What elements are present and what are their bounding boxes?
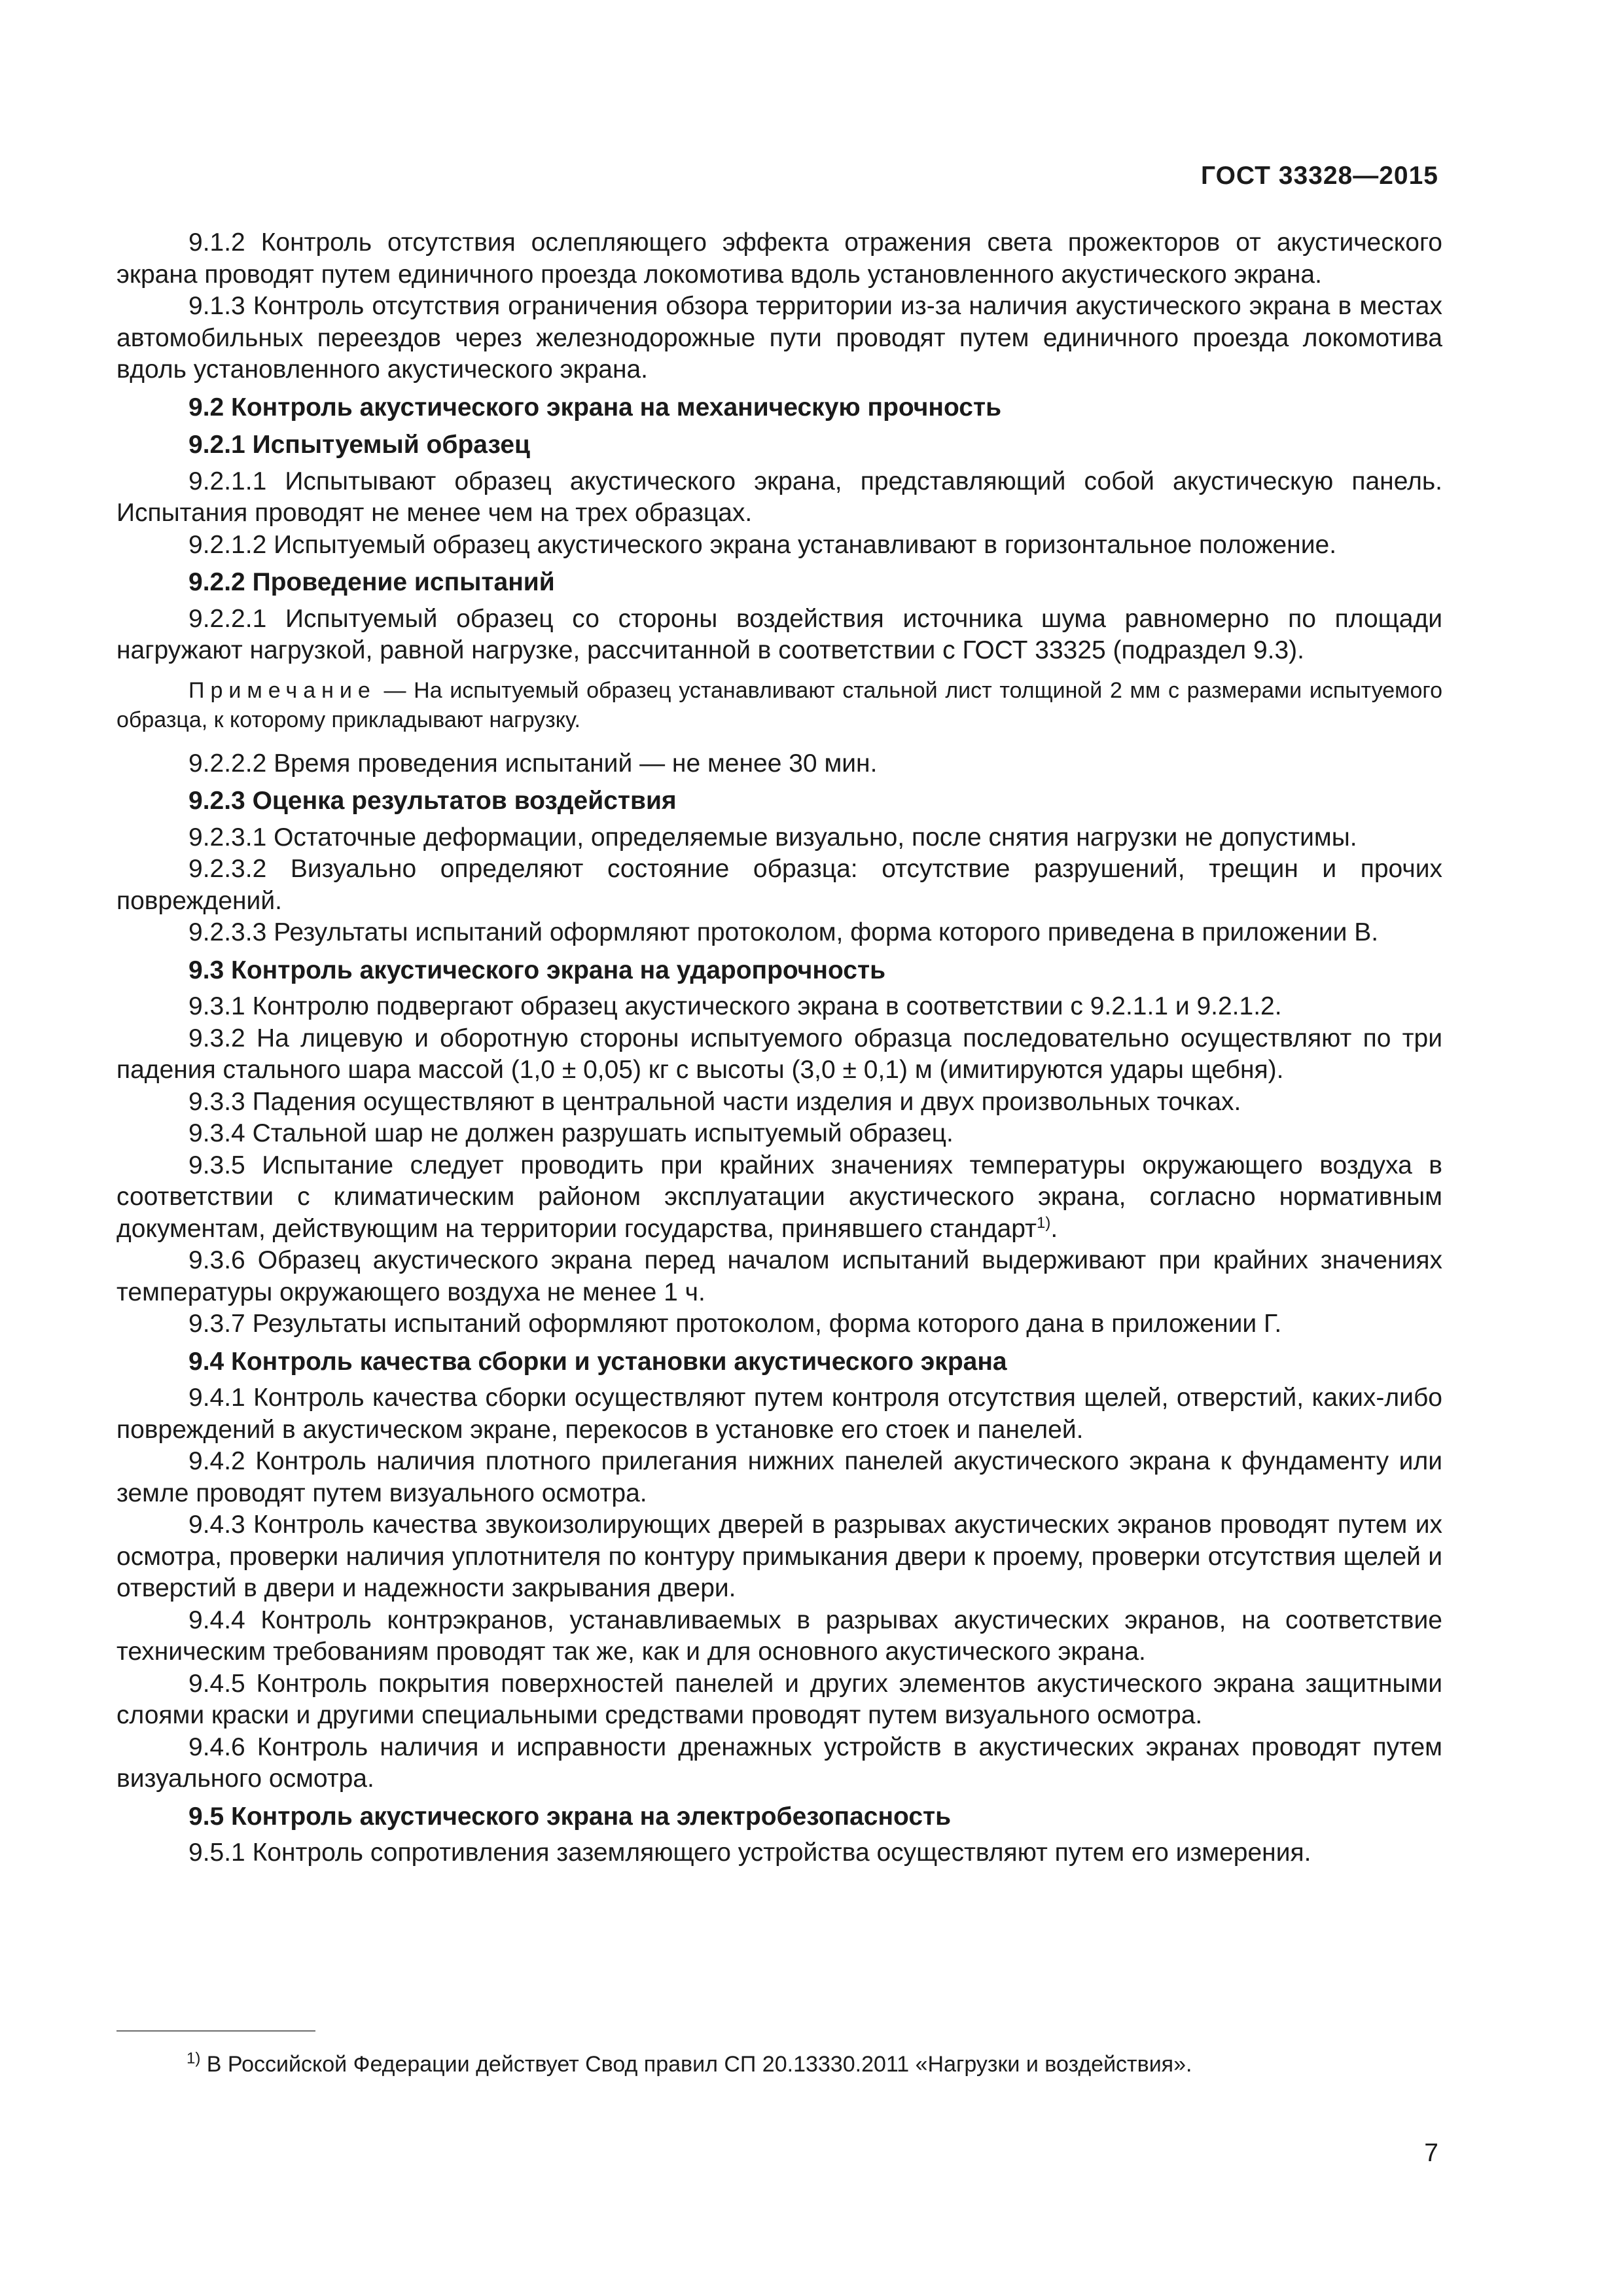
paragraph-9-4-1: 9.4.1 Контроль качества сборки осуществляют путем контроля отсутствия щелей, отверстий, каких-либо повреждений в акустическом экране, перекосов в установке его стоек и панелей. (116, 1384, 1442, 1444)
paragraph-9-4-4: 9.4.4 Контроль контрэкранов, устанавливаемых в разрывах акустических экранов, на соответствие техническим требованиям проводят так же, как и для основного акустического экрана. (116, 1605, 1442, 1666)
paragraph-9-4-3: 9.4.3 Контроль качества звукоизолирующих дверей в разрывах акустических экранов проводят путем их осмотра, проверки наличия уплотнителя по контуру примыкания двери к проему, проверки отсутствия щелей и отверстий в двери и надежности закрывания двери. (116, 1511, 1442, 1602)
footnote-text: В Российской Федерации действует Свод правил СП 20.13330.2011 «Нагрузки и воздействия». (200, 2052, 1192, 2077)
paragraph-9-3-5-text: 9.3.5 Испытание следует проводить при крайних значениях температуры окружающего воздуха в соответствии с климатическим районом эксплуатации акустического экрана, согласно нормативным документам, действующим на территории государства, принявшего стандарт (116, 1151, 1442, 1243)
paragraph-9-3-4: 9.3.4 Стальной шар не должен разрушать испытуемый образец. (188, 1119, 954, 1147)
paragraph-9-4-5: 9.4.5 Контроль покрытия поверхностей панелей и других элементов акустического экрана защитными слоями краски и другими специальными средствами проводят путем визуального осмотра. (116, 1669, 1442, 1729)
footnote-marker: 1) (187, 2049, 201, 2068)
paragraph-9-3-6: 9.3.6 Образец акустического экрана перед началом испытаний выдерживают при крайних значениях температуры окружающего воздуха не менее 1 ч. (116, 1246, 1442, 1306)
heading-9-3: 9.3 Контроль акустического экрана на ударопрочность (188, 956, 886, 984)
paragraph-9-4-6: 9.4.6 Контроль наличия и исправности дренажных устройств в акустических экранах проводят путем визуального осмотра. (116, 1732, 1442, 1793)
paragraph-9-3-5-end: . (1050, 1214, 1058, 1243)
heading-9-2-1: 9.2.1 Испытуемый образец (188, 431, 530, 459)
paragraph-9-4-2: 9.4.2 Контроль наличия плотного прилегания нижних панелей акустического экрана к фундаменту или земле проводят путем визуального осмотра. (116, 1447, 1442, 1507)
paragraph-9-3-3: 9.3.3 Падения осуществляют в центральной части изделия и двух произвольных точках. (188, 1087, 1241, 1116)
paragraph-9-3-7: 9.3.7 Результаты испытаний оформляют протоколом, форма которого дана в приложении Г. (188, 1310, 1282, 1338)
paragraph-9-5-1: 9.5.1 Контроль сопротивления заземляющего устройства осуществляют путем его измерения. (188, 1839, 1311, 1867)
page-number: 7 (1424, 2139, 1438, 2167)
heading-9-2: 9.2 Контроль акустического экрана на механическую прочность (188, 393, 1002, 422)
document-header: ГОСТ 33328—2015 (1201, 162, 1438, 190)
footnote-reference: 1) (1036, 1213, 1051, 1232)
paragraph-9-2-1-1: 9.2.1.1 Испытывают образец акустического экрана, представляющий собой акустическую панель. Испытания проводят не менее чем на трех образцах. (116, 467, 1442, 527)
paragraph-9-2-3-3: 9.2.3.3 Результаты испытаний оформляют протоколом, форма которого приведена в приложении В. (188, 918, 1379, 946)
paragraph-9-1-2: 9.1.2 Контроль отсутствия ослепляющего эффекта отражения света прожекторов от акустического экрана проводят путем единичного проезда локомотива вдоль установленного акустического экрана. (116, 228, 1442, 289)
note-text: — На испытуемый образец устанавливают стальной лист толщиной 2 мм с размерами испытуемого образца, к которому прикладывают нагрузку. (116, 677, 1442, 732)
note (116, 676, 1442, 735)
paragraph-9-1-3: 9.1.3 Контроль отсутствия ограничения обзора территории из-за наличия акустического экрана в местах автомобильных переездов через железнодорожные пути проводят путем единичного проезда локомотива вдоль установленного акустического экрана. (116, 292, 1442, 384)
heading-9-2-3: 9.2.3 Оценка результатов воздействия (188, 787, 677, 815)
heading-9-4: 9.4 Контроль качества сборки и установки акустического экрана (188, 1347, 1007, 1376)
heading-9-5: 9.5 Контроль акустического экрана на электробезопасность (188, 1802, 952, 1831)
footnote (187, 2050, 1192, 2079)
paragraph-9-3-2: 9.3.2 На лицевую и оборотную стороны испытуемого образца последовательно осуществляют по три падения стального шара массой (1,0 ± 0,05) кг с высоты (3,0 ± 0,1) м (имитируются удары щебня). (116, 1024, 1442, 1084)
paragraph-9-3-5 (116, 1150, 1442, 1246)
paragraph-9-2-2-1: 9.2.2.1 Испытуемый образец со стороны воздействия источника шума равномерно по площади нагружают нагрузкой, равной нагрузке, рассчитанной в соответствии с ГОСТ 33325 (подраздел 9.3). (116, 604, 1442, 664)
paragraph-9-2-2-2: 9.2.2.2 Время проведения испытаний — не менее 30 мин. (188, 749, 878, 778)
paragraph-9-2-3-2: 9.2.3.2 Визуально определяют состояние образца: отсутствие разрушений, трещин и прочих повреждений. (116, 855, 1442, 915)
paragraph-9-3-1: 9.3.1 Контролю подвергают образец акустического экрана в соответствии с 9.2.1.1 и 9.2.1.2. (188, 992, 1282, 1020)
paragraph-9-2-3-1: 9.2.3.1 Остаточные деформации, определяемые визуально, после снятия нагрузки не допустимы. (188, 823, 1357, 852)
heading-9-2-2: 9.2.2 Проведение испытаний (188, 568, 555, 596)
note-label: Примечание (188, 677, 376, 703)
paragraph-9-2-1-2: 9.2.1.2 Испытуемый образец акустического экрана устанавливают в горизонтальное положение. (188, 530, 1337, 559)
footnote-divider (116, 2030, 315, 2032)
document-body (116, 227, 1442, 1869)
